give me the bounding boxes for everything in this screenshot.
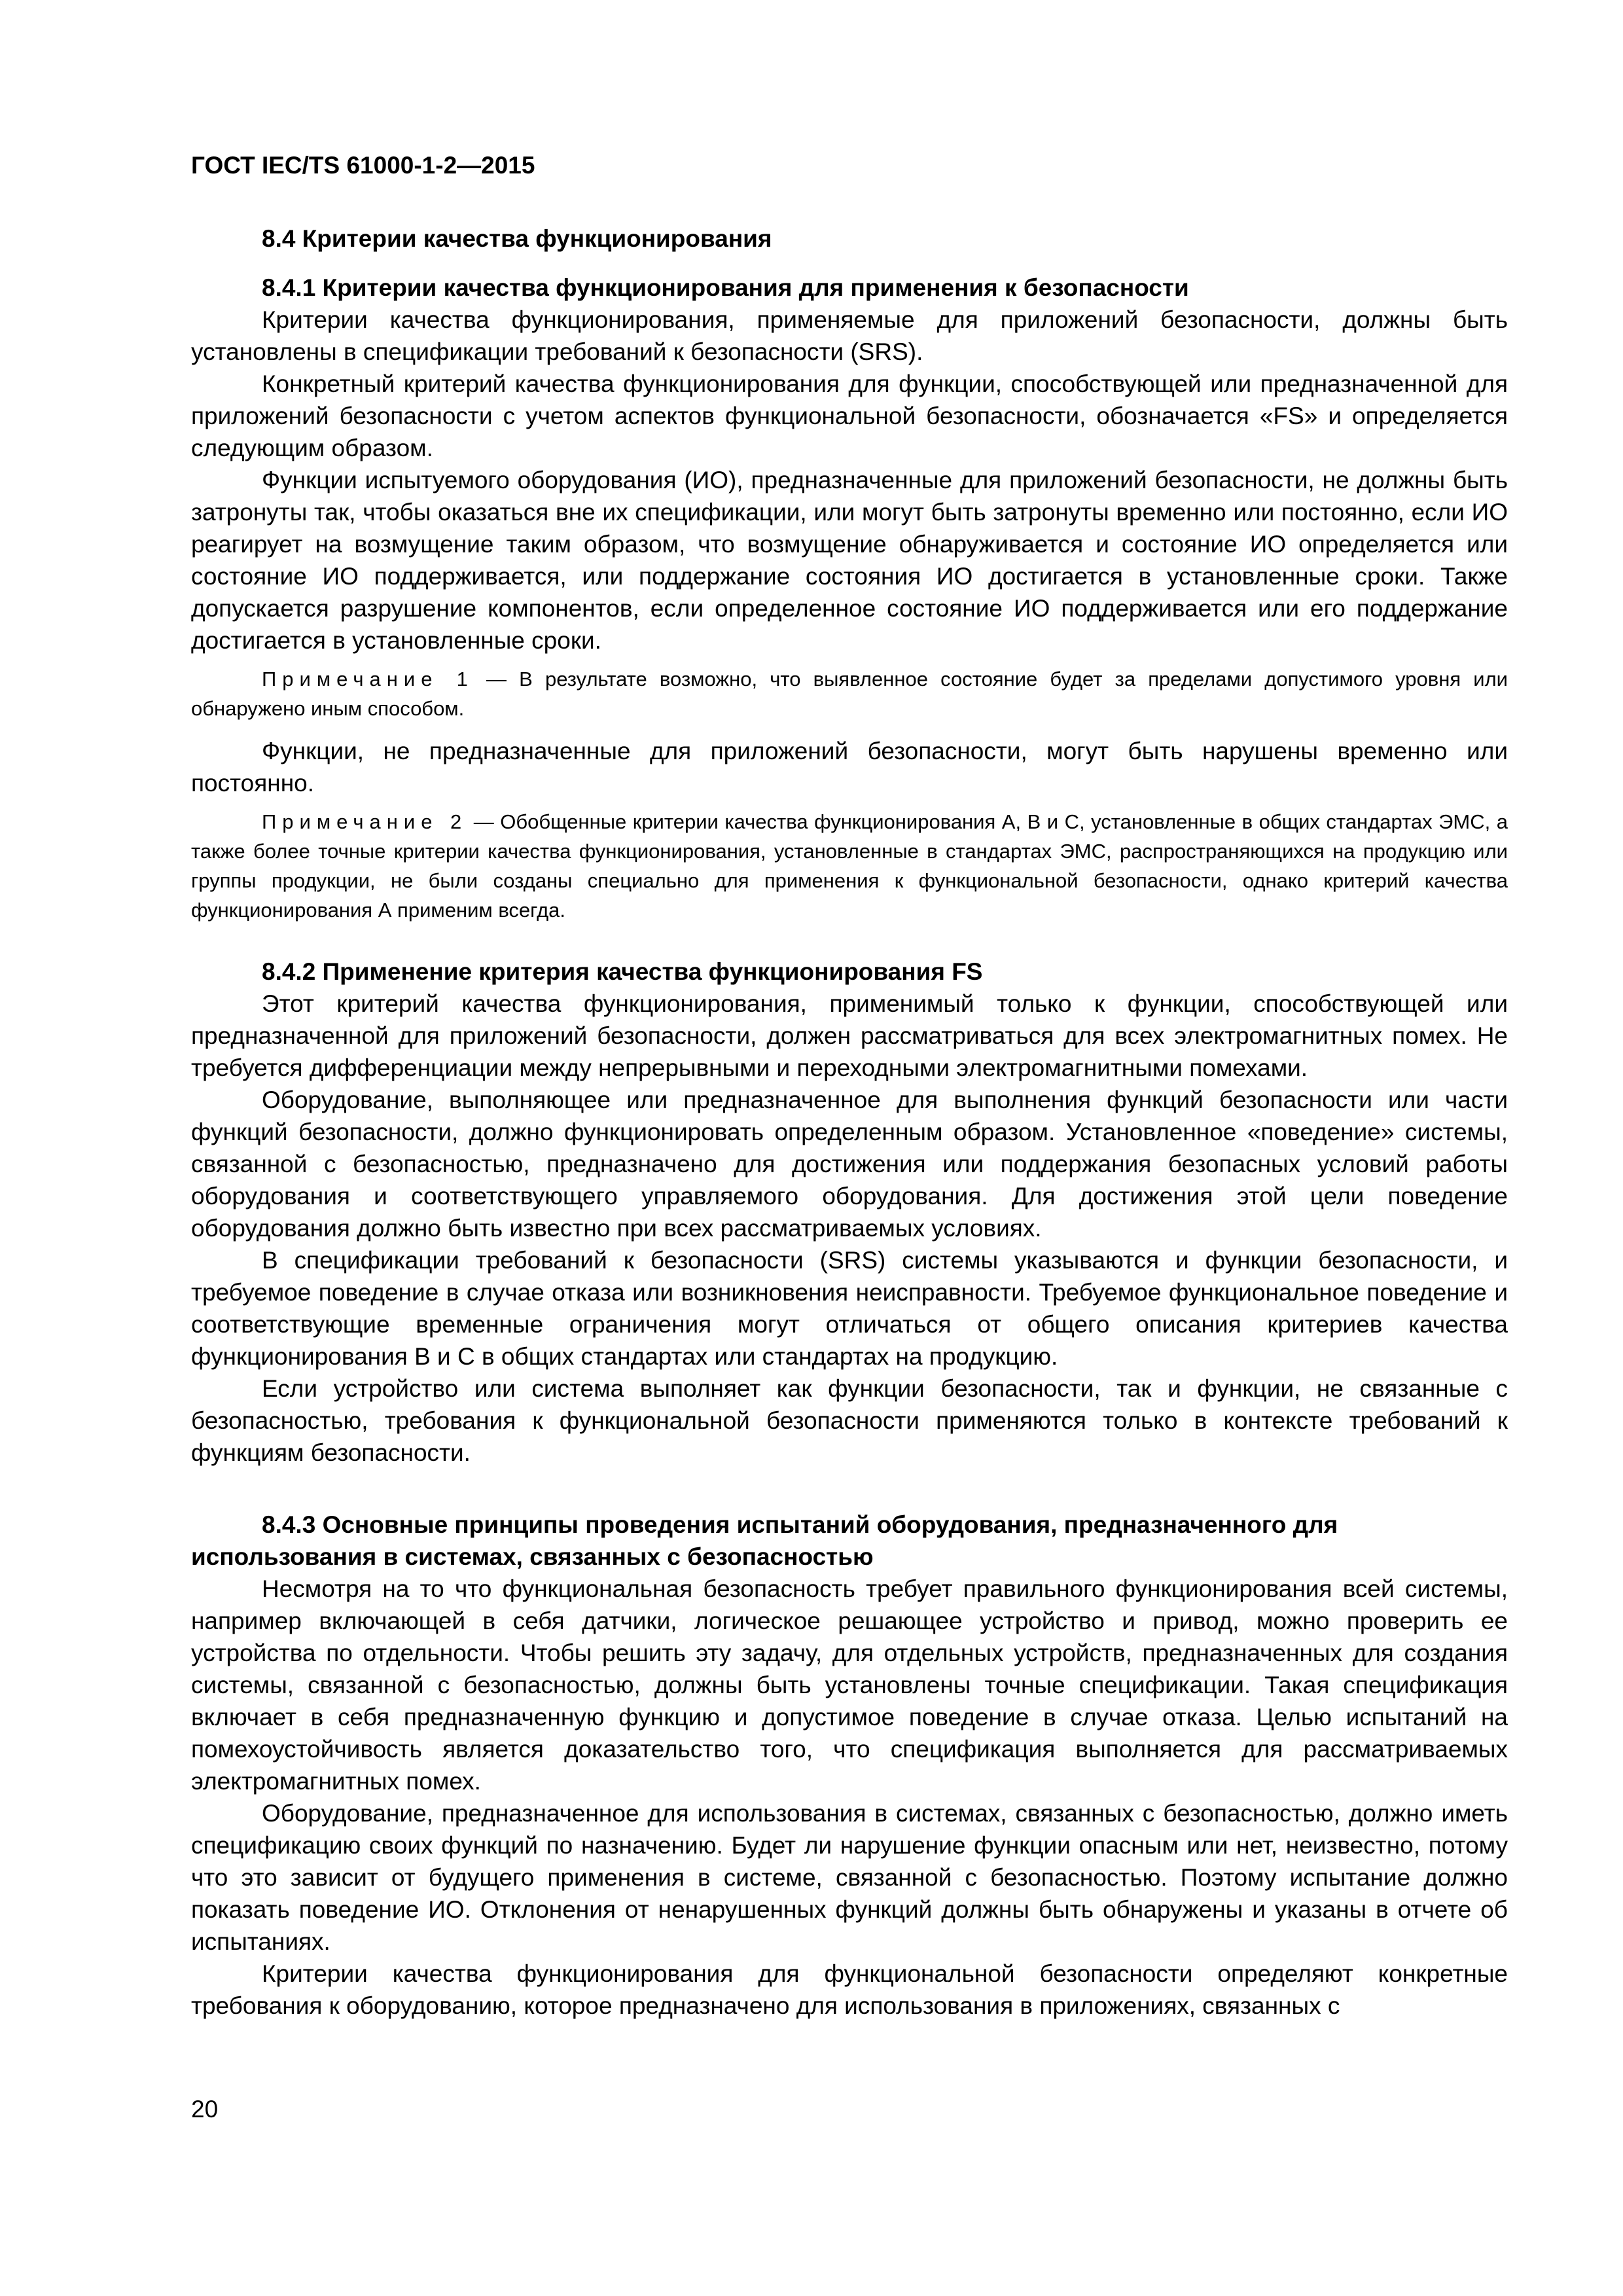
paragraph: Критерии качества функционирования, применяемые для приложений безопасности, должны быть установлены в спецификации требований к безопасности (SRS). xyxy=(191,306,1508,365)
note-1 xyxy=(191,664,1508,723)
page-number: 20 xyxy=(191,2096,219,2123)
note-2-text: — Обобщенные критерии качества функционирования А, В и С, установленные в общих стандартах ЭМС, а также более точные критерии качества функционирования, установленные в стандартах ЭМС, распространяющихся на продукцию или группы продукции, не были созданы специально для применения к функциональной безопасности, однако критерий качества функционирования А применим всегда. xyxy=(191,810,1508,922)
note-1-label: Примечание 1 xyxy=(262,668,474,691)
subsection-8-4-1 xyxy=(191,272,1508,925)
subsection-heading-8-4-3: 8.4.3 Основные принципы проведения испытаний оборудования, предназначенного для использования в системах, связанных с безопасностью xyxy=(191,1511,1338,1570)
subsection-heading-8-4-1: 8.4.1 Критерии качества функционирования для применения к безопасности xyxy=(262,274,1189,301)
paragraph: Если устройство или система выполняет как функции безопасности, так и функции, не связанные с безопасностью, требования к функциональной безопасности применяются только в контексте требований к функциям безопасности. xyxy=(191,1375,1508,1466)
subsection-heading-8-4-2: 8.4.2 Применение критерия качества функционирования FS xyxy=(262,958,983,985)
note-1-text: — В результате возможно, что выявленное состояние будет за пределами допустимого уровня или обнаружено иным способом. xyxy=(191,668,1508,720)
paragraph: Функции, не предназначенные для приложений безопасности, могут быть нарушены временно или постоянно. xyxy=(191,738,1508,797)
section-heading-8-4: 8.4 Критерии качества функционирования xyxy=(262,225,772,252)
paragraph: Несмотря на то что функциональная безопасность требует правильного функционирования всей системы, например включающей в себя датчики, логическое решающее устройство и привод, можно проверить ее устройства по отдельности. Чтобы решить эту задачу, для отдельных устройств, предназначенных для создания системы, связанной с безопасностью, должны быть установлены точные спецификации. Такая спецификация включает в себя предназначенную функцию и допустимое поведение в случае отказа. Целью испытаний на помехоустойчивость является доказательство того, что спецификация выполняется для рассматриваемых электромагнитных помех. xyxy=(191,1575,1508,1795)
paragraph: Функции испытуемого оборудования (ИО), предназначенные для приложений безопасности, не должны быть затронуты так, чтобы оказаться вне их спецификации, или могут быть затронуты временно или постоянно, если ИО реагирует на возмущение таким образом, что возмущение обнаруживается и состояние ИО определяется или состояние ИО поддерживается, или поддержание состояния ИО достигается в установленные сроки. Также допускается разрушение компонентов, если определенное состояние ИО поддерживается или его поддержание достигается в установленные сроки. xyxy=(191,467,1508,654)
paragraph: Оборудование, выполняющее или предназначенное для выполнения функций безопасности или части функций безопасности, должно функционировать определенным образом. Установленное «поведение» системы, связанной с безопасностью, предназначено для достижения или поддержания безопасных условий работы оборудования и соответствующего управляемого оборудования. Для достижения этой цели поведение оборудования должно быть известно при всех рассматриваемых условиях. xyxy=(191,1086,1508,1242)
subsection-8-4-3 xyxy=(191,1509,1508,2022)
paragraph: Критерии качества функционирования для функциональной безопасности определяют конкретные требования к оборудованию, которое предназначено для использования в приложениях, связанных с xyxy=(191,1960,1508,2019)
note-2-label: Примечание 2 xyxy=(262,810,468,833)
subsection-8-4-2 xyxy=(191,956,1508,1469)
document-header: ГОСТ IEC/TS 61000-1-2—2015 xyxy=(191,152,535,179)
paragraph: В спецификации требований к безопасности (SRS) системы указываются и функции безопасности, и требуемое поведение в случае отказа или возникновения неисправности. Требуемое функциональное поведение и соответствующие временные ограничения могут отличаться от общего описания критериев качества функционирования В и С в общих стандартах или стандартах на продукцию. xyxy=(191,1247,1508,1370)
paragraph: Оборудование, предназначенное для использования в системах, связанных с безопасностью, должно иметь спецификацию своих функций по назначению. Будет ли нарушение функции опасным или нет, неизвестно, потому что это зависит от будущего применения в системе, связанной с безопасностью. Поэтому испытание должно показать поведение ИО. Отклонения от ненарушенных функций должны быть обнаружены и указаны в отчете об испытаниях. xyxy=(191,1800,1508,1955)
paragraph: Конкретный критерий качества функционирования для функции, способствующей или предназначенной для приложений безопасности с учетом аспектов функциональной безопасности, обозначается «FS» и определяется следующим образом. xyxy=(191,370,1508,461)
paragraph: Этот критерий качества функционирования, применимый только к функции, способствующей или предназначенной для приложений безопасности, должен рассматриваться для всех электромагнитных помех. Не требуется дифференциации между непрерывными и переходными электромагнитными помехами. xyxy=(191,990,1508,1081)
note-2 xyxy=(191,807,1508,925)
